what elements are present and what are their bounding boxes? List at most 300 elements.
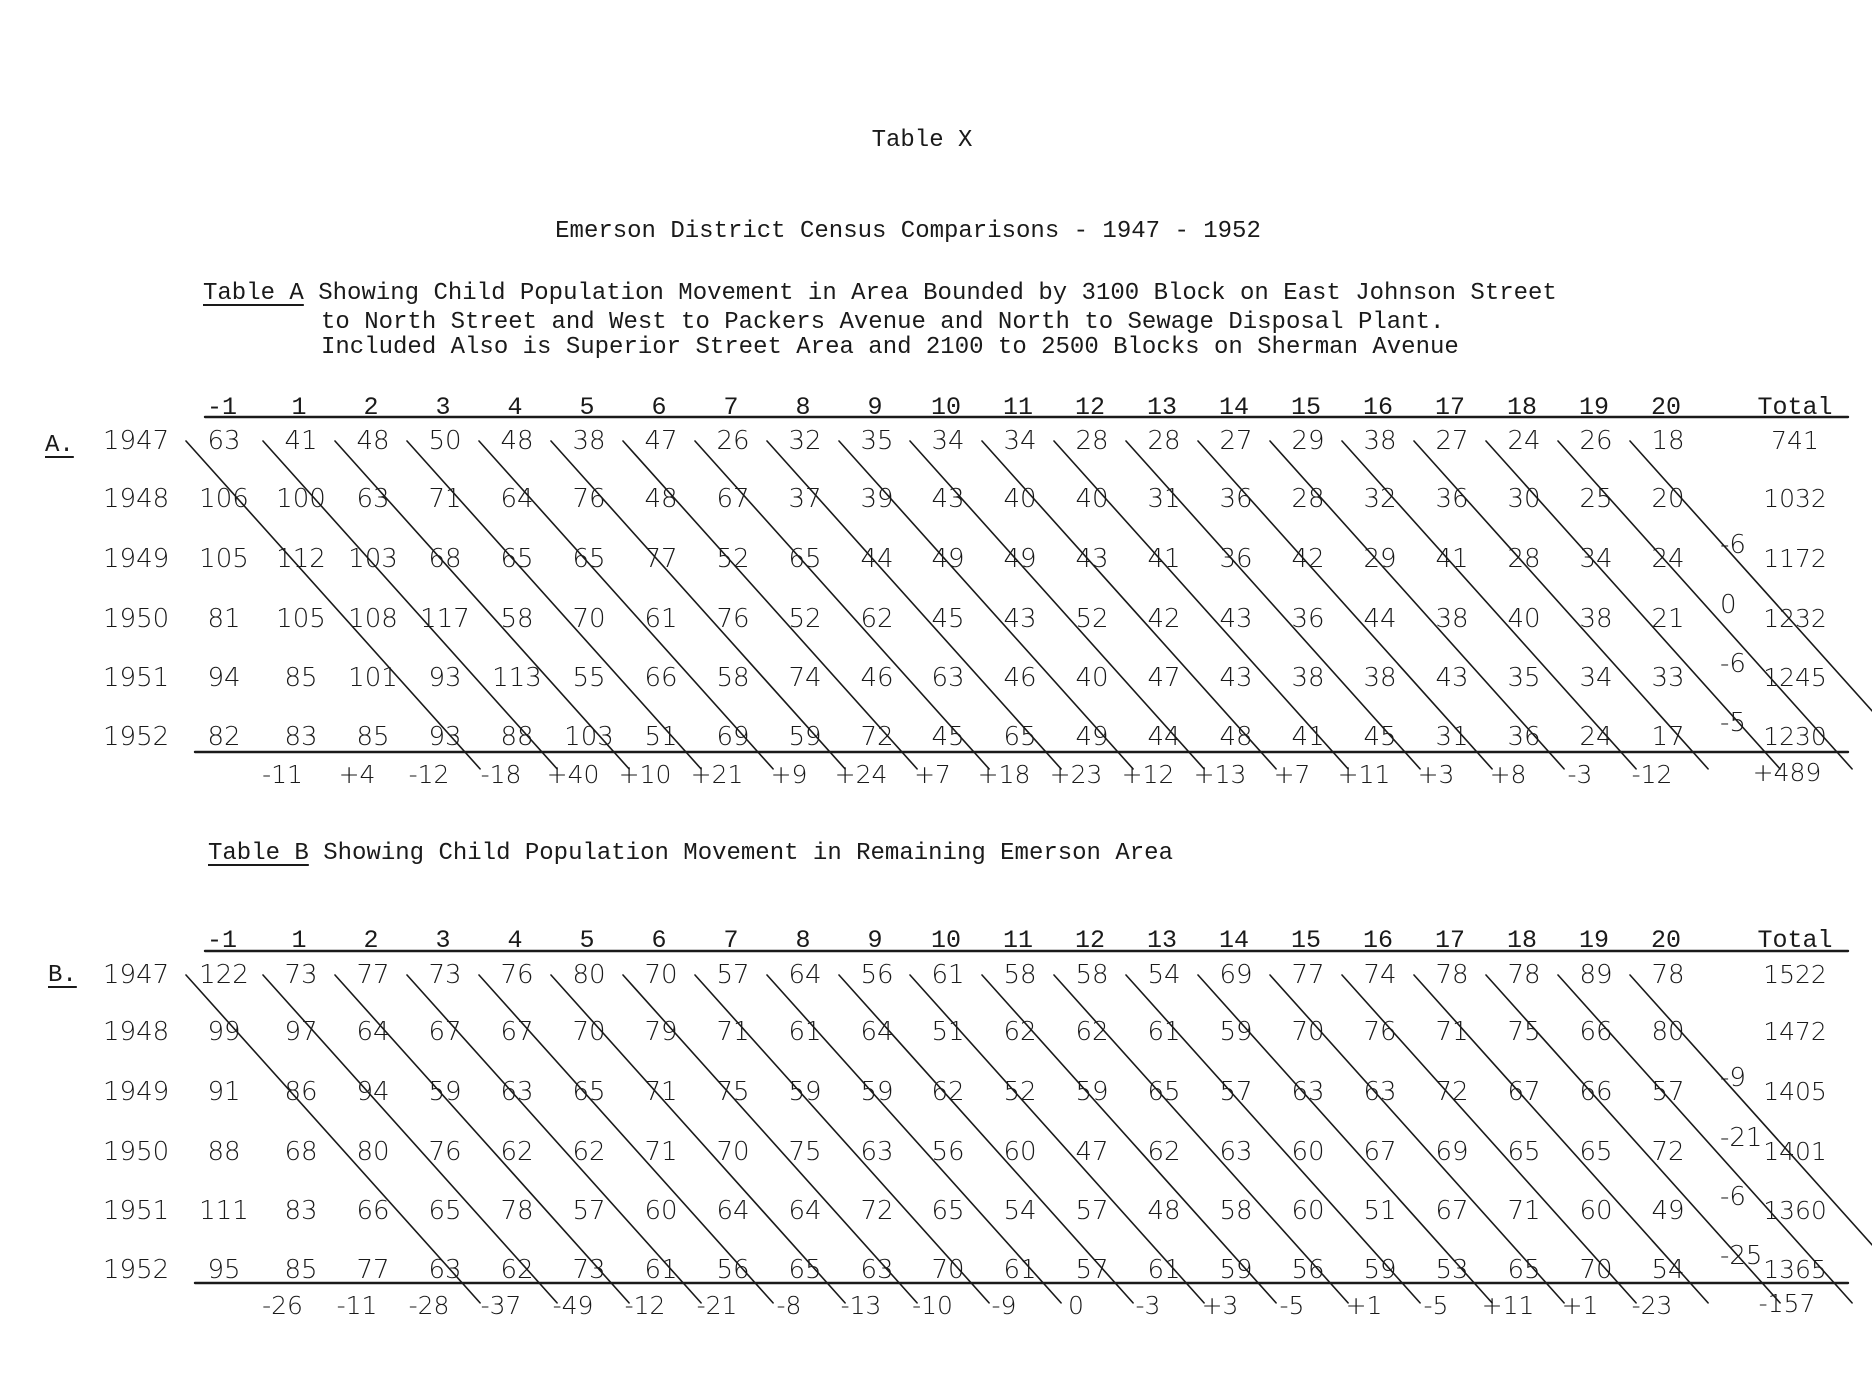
table-a-caption-line-2: to North Street and West to Packers Avenue and North to Sewage Disposal Plant. [321,309,1445,336]
census-value: 61 [644,604,678,634]
census-value: 117 [420,604,470,634]
census-value: 58 [1075,960,1109,990]
column-header-17: 16 [1362,926,1394,955]
census-value: 20 [1651,484,1685,514]
census-value: 38 [1363,426,1397,456]
census-value: 38 [1363,663,1397,693]
table-a-marker: A. [45,432,74,459]
census-value: 33 [1651,663,1685,693]
census-value: 91 [207,1077,241,1107]
census-value: 71 [428,484,462,514]
difference-value: +18 [977,760,1031,789]
census-value: 57 [572,1196,606,1226]
census-value: 60 [1291,1137,1325,1167]
census-value: 70 [1291,1017,1325,1047]
year-label: 1949 [103,1077,170,1107]
difference-value: +1 [1345,1291,1383,1320]
census-value: 69 [1219,960,1253,990]
difference-value: -49 [552,1291,594,1320]
difference-value: +1 [1561,1291,1599,1320]
census-value: 59 [1219,1017,1253,1047]
census-value: 58 [1219,1196,1253,1226]
census-value: 70 [572,604,606,634]
table-b-caption-label: Table B [208,840,309,867]
census-value: 72 [1435,1077,1469,1107]
census-value: 38 [1291,663,1325,693]
census-value: 70 [572,1017,606,1047]
column-header-15: 14 [1218,926,1250,955]
census-value: 36 [1507,722,1541,752]
census-value: 76 [572,484,606,514]
column-header-5: 4 [507,926,523,955]
census-value: 35 [1507,663,1541,693]
census-value: 71 [1435,1017,1469,1047]
census-value: 83 [284,722,318,752]
census-value: 36 [1291,604,1325,634]
census-value: 60 [1291,1196,1325,1226]
column-header-21: 20 [1650,393,1682,422]
census-value: 65 [1507,1137,1541,1167]
census-value: 38 [1435,604,1469,634]
census-value: 66 [644,663,678,693]
census-value: 54 [1147,960,1181,990]
column-header-8: 7 [723,393,739,422]
census-value: 38 [572,426,606,456]
year-label: 1952 [103,722,170,752]
difference-value: -5 [1279,1291,1305,1320]
column-header-3: 2 [363,926,379,955]
census-value: 28 [1147,426,1181,456]
year-label: 1951 [103,1196,170,1226]
census-value: 38 [1579,604,1613,634]
census-value: 52 [788,604,822,634]
census-value: 27 [1219,426,1253,456]
census-value: 70 [931,1255,965,1285]
column-header-10: 9 [867,393,883,422]
difference-value: -28 [408,1291,450,1320]
row-total: 1522 [1763,960,1827,989]
census-value: 59 [788,722,822,752]
column-header-11: 10 [930,926,962,955]
census-value: 99 [207,1017,241,1047]
census-value: 34 [1003,426,1037,456]
census-value: 103 [564,722,614,752]
census-value: 56 [931,1137,965,1167]
census-value: 88 [207,1137,241,1167]
difference-value: +13 [1193,760,1247,789]
census-value: 62 [572,1137,606,1167]
census-value: 65 [788,544,822,574]
side-value: -5 [1720,708,1746,738]
census-value: 70 [644,960,678,990]
census-value: 43 [1219,663,1253,693]
column-header-18: 17 [1434,926,1466,955]
document-subtitle: Emerson District Census Comparisons - 1947 - 1952 [555,218,1261,245]
table-a-lines [186,417,1872,769]
column-header-1: -1 [206,393,238,422]
census-value: 59 [1219,1255,1253,1285]
census-value: 72 [860,722,894,752]
census-value: 95 [207,1255,241,1285]
census-value: 65 [1003,722,1037,752]
census-value: 54 [1651,1255,1685,1285]
column-header-2: 1 [291,393,307,422]
census-value: 80 [572,960,606,990]
census-value: 57 [1075,1196,1109,1226]
difference-value: -10 [912,1291,953,1320]
column-header-3: 2 [363,393,379,422]
difference-value: +12 [1121,760,1175,789]
table-b-caption-line-1: Showing Child Population Movement in Remaining Emerson Area [323,840,1173,867]
census-value: 63 [428,1255,462,1285]
census-value: 67 [1507,1077,1541,1107]
census-value: 34 [1579,544,1613,574]
census-value: 66 [1579,1077,1613,1107]
difference-total: +489 [1752,758,1822,787]
census-value: 57 [716,960,750,990]
census-value: 72 [860,1196,894,1226]
difference-value: -11 [262,760,303,789]
census-value: 41 [1147,544,1181,574]
table-a-caption-line-1: Showing Child Population Movement in Area Bounded by 3100 Block on East Johnson Street [318,280,1557,307]
census-value: 52 [716,544,750,574]
census-value: 77 [644,544,678,574]
difference-value: +3 [1417,760,1455,789]
census-value: 63 [860,1137,894,1167]
side-value: -25 [1720,1241,1763,1271]
census-value: 27 [1435,426,1469,456]
census-value: 45 [931,722,965,752]
difference-value: +24 [834,760,888,789]
column-header-4: 3 [435,393,451,422]
census-value: 63 [1219,1137,1253,1167]
difference-value: -26 [262,1291,303,1320]
census-value: 74 [1363,960,1397,990]
census-value: 79 [644,1017,678,1047]
census-value: 61 [1003,1255,1037,1285]
census-value: 81 [207,604,241,634]
difference-total: -157 [1758,1289,1816,1318]
row-total: 1365 [1763,1255,1827,1284]
census-value: 80 [356,1137,390,1167]
census-value: 61 [1147,1017,1181,1047]
census-value: 28 [1075,426,1109,456]
side-value: -6 [1720,649,1746,679]
census-value: 67 [1435,1196,1469,1226]
column-header-10: 9 [867,926,883,955]
table-title: Table X [871,127,973,154]
census-value: 34 [1579,663,1613,693]
census-value: 65 [1507,1255,1541,1285]
census-value: 83 [284,1196,318,1226]
census-value: 37 [788,484,822,514]
census-value: 71 [644,1137,678,1167]
census-value: 58 [1003,960,1037,990]
row-total: 1032 [1763,484,1827,513]
side-value: 0 [1720,590,1737,620]
census-value: 31 [1435,722,1469,752]
census-value: 100 [276,484,326,514]
census-value: 64 [356,1017,390,1047]
census-value: 43 [1435,663,1469,693]
census-value: 67 [716,484,750,514]
census-value: 32 [1363,484,1397,514]
census-value: 64 [500,484,534,514]
column-header-21: 20 [1650,926,1682,955]
column-header-12: 11 [1002,926,1034,955]
census-value: 61 [1147,1255,1181,1285]
year-label: 1948 [103,484,170,514]
column-header-11: 10 [930,393,962,422]
census-value: 76 [500,960,534,990]
column-header-4: 3 [435,926,451,955]
year-label: 1947 [103,426,170,456]
census-value: 86 [284,1077,318,1107]
column-header-20: 19 [1578,393,1610,422]
census-value: 59 [788,1077,822,1107]
census-value: 21 [1651,604,1685,634]
difference-value: +40 [546,760,600,789]
census-value: 53 [1435,1255,1469,1285]
census-value: 66 [1579,1017,1613,1047]
census-value: 50 [428,426,462,456]
census-value: 64 [788,1196,822,1226]
census-value: 45 [931,604,965,634]
year-label: 1950 [103,604,170,634]
census-value: 57 [1219,1077,1253,1107]
census-value: 68 [284,1137,318,1167]
table-a-caption-line-3: Included Also is Superior Street Area and 2100 to 2500 Blocks on Sherman Avenue [321,334,1459,361]
census-value: 51 [1363,1196,1397,1226]
census-value: 28 [1291,484,1325,514]
difference-value: -37 [480,1291,522,1320]
difference-value: +4 [338,760,376,789]
row-total: 1232 [1763,604,1827,633]
census-value: 63 [1291,1077,1325,1107]
census-value: 17 [1651,722,1685,752]
census-value: 43 [1219,604,1253,634]
total-header: Total [1757,926,1833,955]
census-value: 65 [428,1196,462,1226]
census-value: 73 [428,960,462,990]
difference-value: +3 [1201,1291,1239,1320]
census-value: 24 [1507,426,1541,456]
column-header-7: 6 [651,926,667,955]
census-value: 36 [1219,544,1253,574]
census-value: 61 [644,1255,678,1285]
census-value: 63 [500,1077,534,1107]
census-value: 48 [356,426,390,456]
census-value: 77 [356,960,390,990]
census-value: 122 [199,960,249,990]
census-value: 80 [1651,1017,1685,1047]
census-value: 26 [1579,426,1613,456]
census-value: 76 [428,1137,462,1167]
census-value: 40 [1075,484,1109,514]
census-value: 46 [1003,663,1037,693]
column-header-16: 15 [1290,393,1322,422]
census-value: 64 [860,1017,894,1047]
census-value: 60 [1579,1196,1613,1226]
census-value: 111 [199,1196,249,1226]
column-header-13: 12 [1074,393,1106,422]
difference-value: -23 [1631,1291,1673,1320]
census-value: 78 [1435,960,1469,990]
difference-value: +10 [618,760,672,789]
difference-value: +21 [690,760,744,789]
census-value: 93 [428,722,462,752]
difference-value: -18 [480,760,522,789]
census-value: 63 [1363,1077,1397,1107]
census-value: 62 [931,1077,965,1107]
census-value: 69 [1435,1137,1469,1167]
difference-value: -21 [696,1291,738,1320]
census-value: 56 [1291,1255,1325,1285]
census-value: 61 [931,960,965,990]
side-value: -6 [1720,530,1746,560]
census-value: 63 [356,484,390,514]
census-value: 30 [1507,484,1541,514]
census-value: 66 [356,1196,390,1226]
census-value: 49 [931,544,965,574]
column-header-5: 4 [507,393,523,422]
census-value: 71 [644,1077,678,1107]
side-value: -21 [1720,1123,1763,1153]
census-value: 64 [716,1196,750,1226]
census-value: 97 [284,1017,318,1047]
year-label: 1951 [103,663,170,693]
census-value: 18 [1651,426,1685,456]
census-value: 29 [1363,544,1397,574]
census-value: 45 [1363,722,1397,752]
census-value: 62 [860,604,894,634]
census-value: 78 [1651,960,1685,990]
census-value: 63 [860,1255,894,1285]
side-value: -6 [1720,1182,1746,1212]
column-header-8: 7 [723,926,739,955]
row-total: 741 [1771,426,1819,455]
census-value: 47 [644,426,678,456]
census-value: 70 [716,1137,750,1167]
census-value: 35 [860,426,894,456]
census-value: 105 [199,544,249,574]
side-value: -9 [1720,1063,1746,1093]
column-header-9: 8 [795,926,811,955]
census-value: 55 [572,663,606,693]
census-value: 57 [1075,1255,1109,1285]
census-value: 32 [788,426,822,456]
census-value: 62 [500,1137,534,1167]
census-value: 39 [860,484,894,514]
census-value: 103 [348,544,398,574]
column-header-1: -1 [206,926,238,955]
census-value: 59 [428,1077,462,1107]
census-value: 49 [1075,722,1109,752]
census-value: 49 [1651,1196,1685,1226]
census-value: 75 [1507,1017,1541,1047]
table-b-lines [186,951,1872,1303]
census-value: 52 [1003,1077,1037,1107]
census-value: 112 [276,544,326,574]
census-value: 59 [1363,1255,1397,1285]
census-value: 64 [788,960,822,990]
column-header-16: 15 [1290,926,1322,955]
census-value: 72 [1651,1137,1685,1167]
census-value: 78 [500,1196,534,1226]
census-value: 59 [860,1077,894,1107]
difference-value: +7 [1273,760,1311,789]
column-header-2: 1 [291,926,307,955]
census-value: 24 [1651,544,1685,574]
census-value: 65 [572,1077,606,1107]
census-value: 43 [1003,604,1037,634]
census-value: 108 [348,604,398,634]
difference-value: -5 [1423,1291,1449,1320]
census-value: 48 [1147,1196,1181,1226]
difference-value: -12 [408,760,450,789]
census-value: 67 [428,1017,462,1047]
census-value: 47 [1075,1137,1109,1167]
census-value: 93 [428,663,462,693]
difference-value: -9 [991,1291,1017,1320]
column-header-15: 14 [1218,393,1250,422]
census-value: 78 [1507,960,1541,990]
row-total: 1230 [1763,722,1827,751]
column-header-19: 18 [1506,393,1538,422]
census-value: 51 [644,722,678,752]
census-value: 42 [1147,604,1181,634]
column-header-13: 12 [1074,926,1106,955]
table-b-marker: B. [48,962,77,989]
census-value: 60 [644,1196,678,1226]
row-total: 1472 [1763,1017,1827,1046]
census-value: 52 [1075,604,1109,634]
census-value: 85 [284,1255,318,1285]
census-value: 41 [1291,722,1325,752]
census-value: 61 [788,1017,822,1047]
census-value: 76 [1363,1017,1397,1047]
row-total: 1360 [1763,1196,1827,1225]
census-value: 76 [716,604,750,634]
census-value: 24 [1579,722,1613,752]
census-value: 73 [284,960,318,990]
census-value: 44 [1147,722,1181,752]
census-value: 71 [1507,1196,1541,1226]
census-value: 42 [1291,544,1325,574]
census-value: 54 [1003,1196,1037,1226]
census-value: 48 [644,484,678,514]
census-value: 63 [207,426,241,456]
difference-value: -12 [624,1291,666,1320]
column-header-17: 16 [1362,393,1394,422]
year-label: 1950 [103,1137,170,1167]
census-value: 44 [860,544,894,574]
census-value: 25 [1579,484,1613,514]
census-value: 65 [788,1255,822,1285]
census-value: 36 [1219,484,1253,514]
census-value: 75 [716,1077,750,1107]
row-total: 1172 [1763,544,1827,573]
census-value: 59 [1075,1077,1109,1107]
census-value: 113 [492,663,542,693]
census-value: 65 [500,544,534,574]
difference-value: -11 [336,1291,378,1320]
difference-value: -8 [776,1291,802,1320]
census-value: 58 [500,604,534,634]
census-value: 40 [1003,484,1037,514]
difference-value: -3 [1567,760,1593,789]
census-value: 47 [1147,663,1181,693]
